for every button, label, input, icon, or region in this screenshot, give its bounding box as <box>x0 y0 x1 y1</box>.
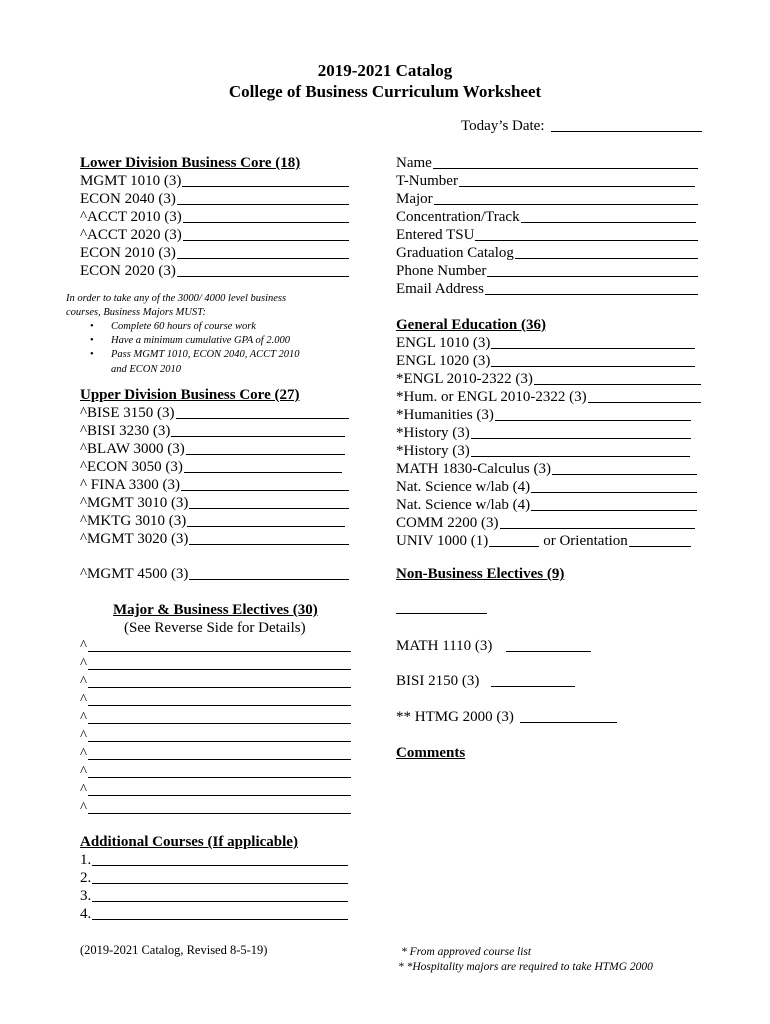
student-info-list <box>396 154 698 298</box>
email-address-field[interactable]: Email Address <box>396 280 698 298</box>
non-business-heading: Non-Business Electives (9) <box>396 566 565 582</box>
requirement-bullet: • Pass MGMT 1010, ECON 2040, ACCT 2010 <box>90 349 300 360</box>
requirement-bullet: • Complete 60 hours of course work <box>90 321 256 332</box>
elective-row[interactable]: ^ <box>80 637 351 655</box>
elective-row[interactable]: ^ <box>80 727 351 745</box>
non-business-row[interactable]: BISI 2150 (3) <box>396 672 575 690</box>
graduation-catalog-field[interactable]: Graduation Catalog <box>396 244 698 262</box>
major-field[interactable]: Major <box>396 190 698 208</box>
upper-core-row[interactable]: ^MGMT 3010 (3) <box>80 494 349 512</box>
requirement-bullet-continuation: and ECON 2010 <box>111 364 182 375</box>
requirements-intro-1: In order to take any of the 3000/ 4000 level business <box>66 293 287 304</box>
gen-ed-row[interactable]: Nat. Science w/lab (4) <box>396 478 697 496</box>
major-electives-heading: Major & Business Electives (30) <box>113 602 318 618</box>
upper-core-list <box>80 404 349 548</box>
upper-core-row[interactable]: ^MGMT 3020 (3) <box>80 530 349 548</box>
gen-ed-row[interactable]: ENGL 1010 (3) <box>396 334 695 352</box>
requirements-intro-2: courses, Business Majors MUST: <box>66 307 207 318</box>
elective-row[interactable]: ^ <box>80 745 351 763</box>
gen-ed-row[interactable]: COMM 2200 (3) <box>396 514 695 532</box>
additional-course-row[interactable]: 3. <box>80 887 348 905</box>
catalog-title: 2019-2021 Catalog <box>317 61 453 80</box>
additional-courses-heading: Additional Courses (If applicable) <box>80 834 298 850</box>
capstone-row[interactable]: ^MGMT 4500 (3) <box>80 565 349 583</box>
lower-core-row[interactable]: ECON 2020 (3) <box>80 262 349 280</box>
gen-ed-row[interactable]: *History (3) <box>396 442 690 460</box>
orientation-label: or Orientation <box>543 533 628 549</box>
footnote-hospitality: * *Hospitality majors are required to take HTMG 2000 <box>398 961 653 973</box>
upper-core-heading: Upper Division Business Core (27) <box>80 387 300 403</box>
orientation-line[interactable] <box>629 546 691 547</box>
lower-core-list <box>80 172 349 280</box>
univ-1000-line[interactable] <box>489 546 539 547</box>
gen-ed-list <box>396 334 701 550</box>
gen-ed-row[interactable]: ENGL 1020 (3) <box>396 352 695 370</box>
additional-course-row[interactable]: 4. <box>80 905 348 923</box>
elective-row[interactable]: ^ <box>80 799 351 817</box>
elective-row[interactable]: ^ <box>80 781 351 799</box>
additional-course-row[interactable]: 1. <box>80 851 348 869</box>
gen-ed-row[interactable]: *History (3) <box>396 424 691 442</box>
major-electives-list <box>80 637 351 817</box>
gen-ed-row[interactable]: Nat. Science w/lab (4) <box>396 496 697 514</box>
univ-1000-row[interactable]: UNIV 1000 (1) or Orientation <box>396 532 691 550</box>
gen-ed-row[interactable]: *Humanities (3) <box>396 406 691 424</box>
t-number-field[interactable]: T-Number <box>396 172 695 190</box>
footnote-approved-list: * From approved course list <box>401 946 532 958</box>
lower-core-row[interactable]: ^ACCT 2010 (3) <box>80 208 349 226</box>
gen-ed-row[interactable]: *Hum. or ENGL 2010-2322 (3) <box>396 388 701 406</box>
major-electives-subheading: (See Reverse Side for Details) <box>124 620 306 636</box>
upper-core-row[interactable]: ^ECON 3050 (3) <box>80 458 342 476</box>
name-field[interactable]: Name <box>396 154 698 172</box>
lower-core-row[interactable]: ^ACCT 2020 (3) <box>80 226 349 244</box>
worksheet-title: College of Business Curriculum Worksheet <box>228 82 542 101</box>
upper-core-row[interactable]: ^ FINA 3300 (3) <box>80 476 349 494</box>
gen-ed-row[interactable]: *ENGL 2010-2322 (3) <box>396 370 701 388</box>
elective-row[interactable]: ^ <box>80 691 351 709</box>
elective-row[interactable]: ^ <box>80 763 351 781</box>
lower-core-row[interactable]: ECON 2040 (3) <box>80 190 349 208</box>
elective-row[interactable]: ^ <box>80 709 351 727</box>
gen-ed-heading: General Education (36) <box>396 317 546 333</box>
requirement-bullet: • Have a minimum cumulative GPA of 2.000 <box>90 335 290 346</box>
elective-row[interactable]: ^ <box>80 655 351 673</box>
todays-date-label: Today’s Date: <box>461 118 545 134</box>
non-business-row[interactable]: ** HTMG 2000 (3) <box>396 708 617 726</box>
upper-core-row[interactable]: ^BLAW 3000 (3) <box>80 440 345 458</box>
upper-core-row[interactable]: ^BISE 3150 (3) <box>80 404 349 422</box>
non-business-row[interactable]: MATH 1110 (3) <box>396 637 591 655</box>
upper-core-row[interactable]: ^MKTG 3010 (3) <box>80 512 345 530</box>
comments-heading: Comments <box>396 745 466 761</box>
lower-core-row[interactable]: ECON 2010 (3) <box>80 244 349 262</box>
lower-core-row[interactable]: MGMT 1010 (3) <box>80 172 349 190</box>
upper-core-row[interactable]: ^BISI 3230 (3) <box>80 422 345 440</box>
non-business-blank-line[interactable] <box>396 613 487 614</box>
entered-tsu-field[interactable]: Entered TSU <box>396 226 698 244</box>
concentration-field[interactable]: Concentration/Track <box>396 208 696 226</box>
additional-courses-list <box>80 851 348 923</box>
elective-row[interactable]: ^ <box>80 673 351 691</box>
lower-core-heading: Lower Division Business Core (18) <box>80 155 301 171</box>
revision-note: (2019-2021 Catalog, Revised 8-5-19) <box>80 943 268 957</box>
todays-date-field[interactable] <box>461 117 702 135</box>
phone-number-field[interactable]: Phone Number <box>396 262 698 280</box>
additional-course-row[interactable]: 2. <box>80 869 348 887</box>
gen-ed-row[interactable]: MATH 1830-Calculus (3) <box>396 460 697 478</box>
todays-date-line[interactable] <box>551 131 702 132</box>
